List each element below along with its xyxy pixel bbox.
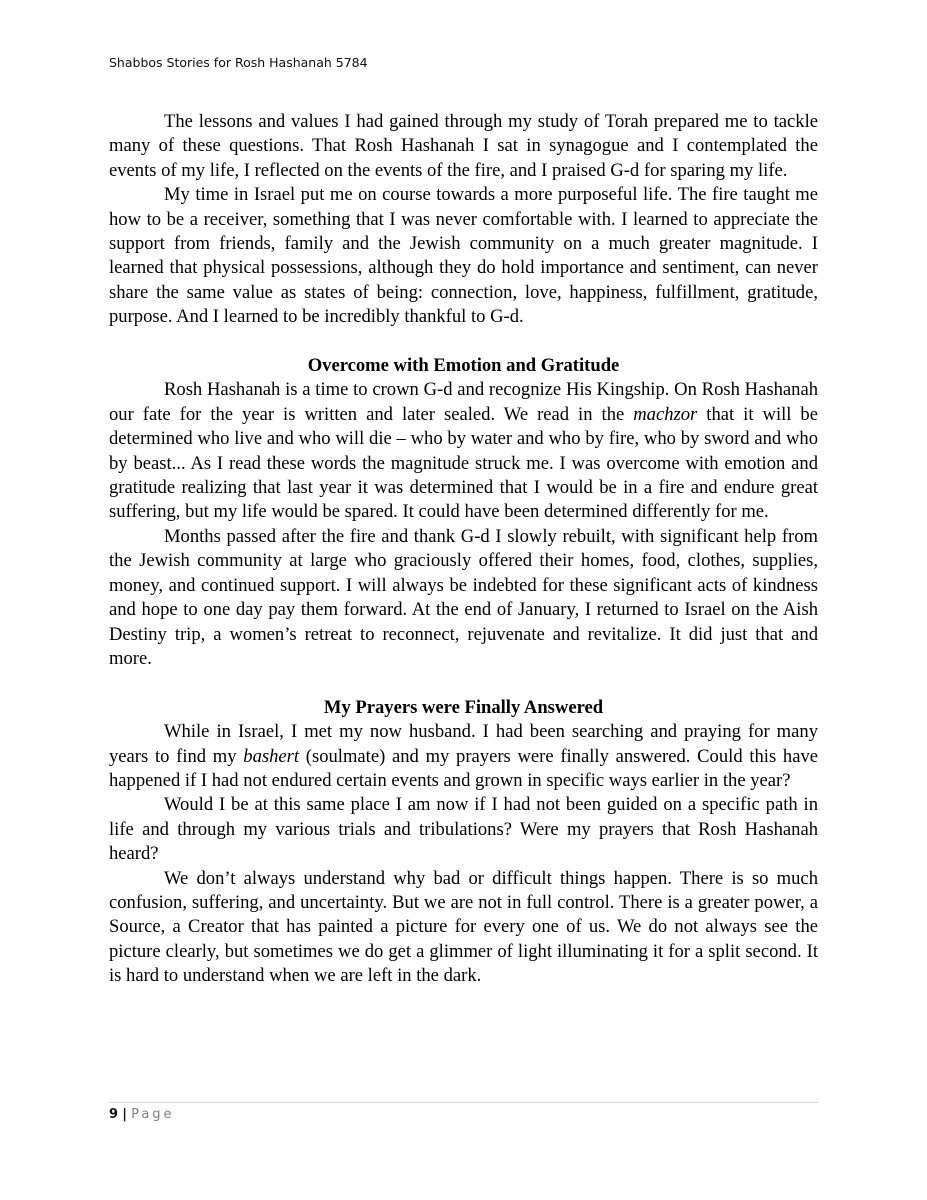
paragraph-text: My time in Israel put me on course towards a more purposeful life. The fire taught me how to be a receiver, something that I was never comfortable with. I learned to appreciate the support from friends, family and the Jewish community on a much greater magnitude. I learned that physical possessions, although they do hold importance and sentiment, can never share the same value as states of being: connection, love, happiness, fulfillment, gratitude, purpose. And I learned to be incredibly thankful to G-d. <box>109 184 818 328</box>
page-footer <box>109 1107 175 1122</box>
footer-separator: | <box>122 1107 127 1122</box>
body-paragraph <box>109 525 818 671</box>
body-paragraph <box>109 110 818 183</box>
section-heading: Overcome with Emotion and Gratitude <box>307 355 620 377</box>
section-heading: My Prayers were Finally Answered <box>323 696 604 718</box>
body-paragraph <box>109 793 818 866</box>
footer-divider <box>109 1102 818 1103</box>
paragraph-text: We don’t always understand why bad or difficult things happen. There is so much confusion, suffering, and uncertainty. But we are not in full control. There is a greater power, a Source, a Creator that has painted a picture for every one of us. We do not always see the picture clearly, but sometimes we do get a glimmer of light illuminating it for a split second. It is hard to understand when we are left in the dark. <box>109 867 818 987</box>
body-paragraph <box>109 378 818 524</box>
paragraph-text: The lessons and values I had gained through my study of Torah prepared me to tackle many of these questions. That Rosh Hashanah I sat in synagogue and I contemplated the events of my life, I reflected on the events of the fire, and I praised G-d for sparing my life. <box>109 111 818 181</box>
italic-term: machzor <box>633 403 698 425</box>
paragraph-text: Months passed after the fire and thank G-d I slowly rebuilt, with significant help from the Jewish community at large who graciously offered their homes, food, clothes, supplies, money, and continued support. I will always be indebted for these significant acts of kindness and hope to one day pay them forward. At the end of January, I returned to Israel on the Aish Destiny trip, a women’s retreat to reconnect, rejuvenate and revitalize. It did just that and more. <box>109 525 818 669</box>
paragraph-text: that it will be determined who live and who will die – who by water and who by fire, who by sword and who by beast... As I read these words the magnitude struck me. I was overcome with emotion and gratitude realizing that last year it was determined that I would be in a fire and endure great suffering, but my life would be spared. It could have been determined differently for me. <box>109 403 818 523</box>
paragraph-text: (soulmate) and my prayers were finally answered. Could this have happened if I had not endured certain events and grown in specific ways earlier in the year? <box>109 745 819 791</box>
paragraph-text: Would I be at this same place I am now if I had not been guided on a specific path in life and through my various trials and tribulations? Were my prayers that Rosh Hashanah heard? <box>109 794 818 865</box>
paragraph-text: While in Israel, I met my now husband. I had been searching and praying for many years to find my <box>109 721 818 767</box>
italic-term: bashert <box>243 745 300 767</box>
document-body <box>109 110 818 989</box>
page-number: 9 <box>109 1107 119 1122</box>
body-paragraph <box>109 720 818 793</box>
body-paragraph <box>109 867 818 989</box>
running-header: Shabbos Stories for Rosh Hashanah 5784 <box>109 55 368 70</box>
paragraph-text: Rosh Hashanah is a time to crown G-d and recognize His Kingship. On Rosh Hashanah our fate for the year is written and later sealed. We read in the <box>109 379 818 425</box>
page-label: Page <box>131 1107 175 1122</box>
body-paragraph <box>109 183 818 329</box>
